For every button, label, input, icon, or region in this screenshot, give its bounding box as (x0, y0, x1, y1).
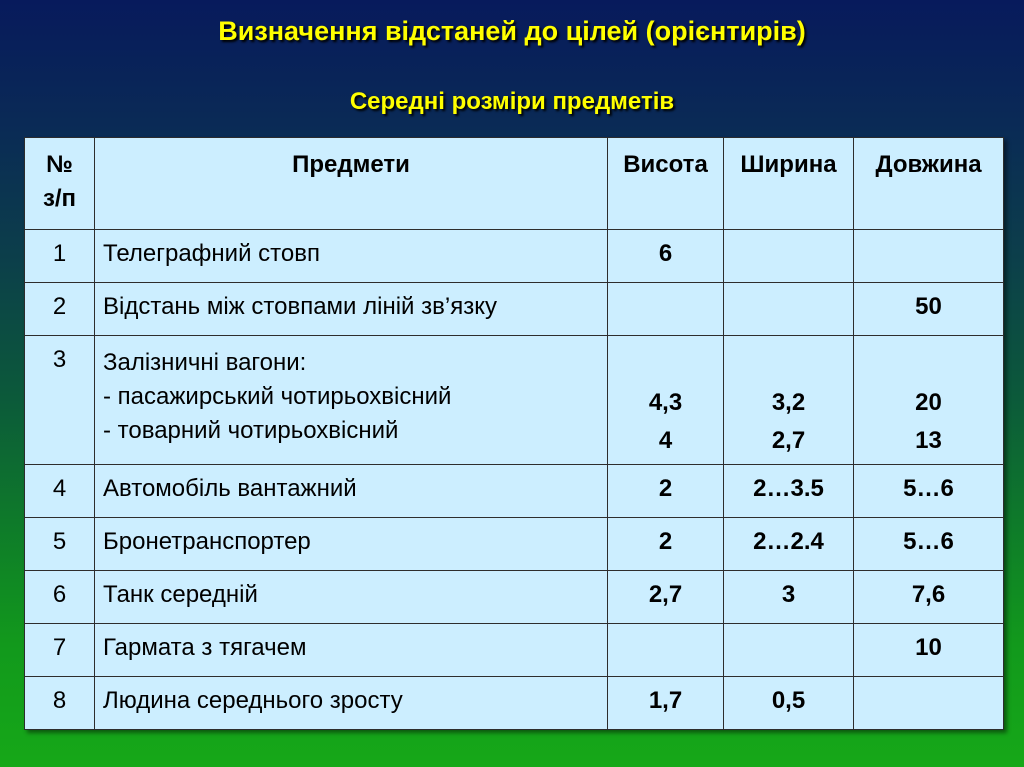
row-height: 6 (608, 230, 724, 283)
row-number: 8 (25, 677, 95, 730)
table-row (25, 624, 1004, 677)
table-row (25, 283, 1004, 336)
row-item: Телеграфний стовп (95, 230, 608, 283)
row-number: 2 (25, 283, 95, 336)
row-item: Автомобіль вантажний (95, 465, 608, 518)
slide-subtitle: Середні розміри предметів (349, 88, 675, 115)
row-width-value: 2,7 (771, 427, 806, 454)
slide-title: Визначення відстаней до цілей (орієнтирів) (218, 16, 806, 46)
row-item: Бронетранспортер (95, 518, 608, 571)
row-width: 2…3.5 (724, 465, 854, 518)
table-row (25, 571, 1004, 624)
header-width: Ширина (724, 138, 854, 230)
row-height (608, 336, 724, 465)
row-length (854, 336, 1004, 465)
header-length: Довжина (854, 138, 1004, 230)
row-number: 6 (25, 571, 95, 624)
row-height: 1,7 (608, 677, 724, 730)
row-width: 0,5 (724, 677, 854, 730)
row-height (608, 624, 724, 677)
table-row (25, 518, 1004, 571)
row-item: Людина середнього зросту (95, 677, 608, 730)
row-number: 4 (25, 465, 95, 518)
header-height: Висота (608, 138, 724, 230)
object-sizes-table (24, 137, 1004, 730)
row-item-heading: Залізничні вагони: (103, 349, 307, 376)
row-number: 7 (25, 624, 95, 677)
row-number: 1 (25, 230, 95, 283)
row-length: 5…6 (854, 518, 1004, 571)
row-width (724, 624, 854, 677)
row-sub-item: - товарний чотирьохвісний (103, 417, 399, 444)
row-item: Гармата з тягачем (95, 624, 608, 677)
row-width (724, 283, 854, 336)
row-length-value: 20 (915, 389, 942, 416)
table-header-row (25, 138, 1004, 230)
row-number: 5 (25, 518, 95, 571)
row-length (854, 230, 1004, 283)
row-length-value: 13 (915, 427, 942, 454)
row-height: 2 (608, 518, 724, 571)
table-row (25, 230, 1004, 283)
row-width (724, 336, 854, 465)
row-sub-item: - пасажирський чотирьохвісний (103, 383, 452, 410)
row-height: 2 (608, 465, 724, 518)
row-item: Відстань між стовпами ліній зв’язку (95, 283, 608, 336)
header-number (25, 138, 95, 230)
row-height-value: 4 (658, 427, 673, 454)
table-row (25, 677, 1004, 730)
row-height (608, 283, 724, 336)
row-width: 3 (724, 571, 854, 624)
row-width (724, 230, 854, 283)
row-length: 5…6 (854, 465, 1004, 518)
row-length: 10 (854, 624, 1004, 677)
row-item (95, 336, 608, 465)
row-height-value: 4,3 (648, 389, 683, 416)
row-item: Танк середній (95, 571, 608, 624)
row-length: 50 (854, 283, 1004, 336)
table-row (25, 465, 1004, 518)
row-number: 3 (25, 336, 95, 465)
header-number-line2: з/п (42, 185, 77, 212)
row-length: 7,6 (854, 571, 1004, 624)
table-row (25, 336, 1004, 465)
header-items: Предмети (95, 138, 608, 230)
row-length (854, 677, 1004, 730)
row-width-value: 3,2 (771, 389, 806, 416)
row-height: 2,7 (608, 571, 724, 624)
header-number-line1: № (46, 151, 73, 178)
row-width: 2…2.4 (724, 518, 854, 571)
